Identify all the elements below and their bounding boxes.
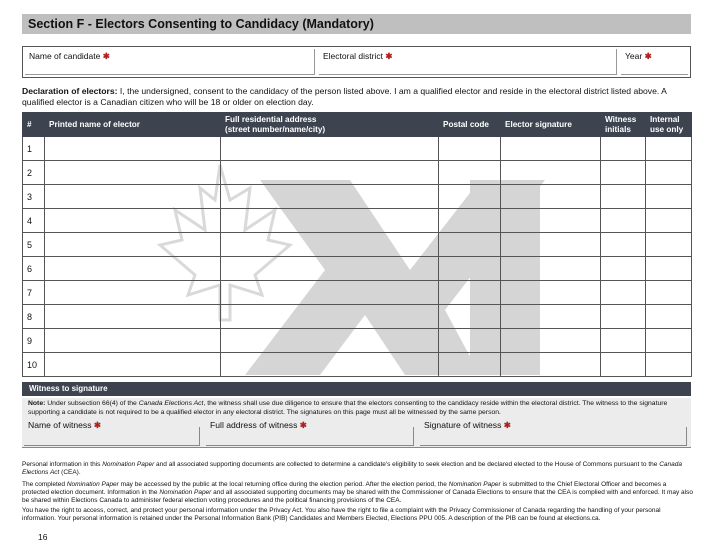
elector-name-cell[interactable] bbox=[45, 329, 221, 353]
elector-address-cell[interactable] bbox=[221, 233, 439, 257]
internal-use-cell[interactable] bbox=[646, 329, 692, 353]
row-number: 2 bbox=[23, 161, 45, 185]
elector-address-cell[interactable] bbox=[221, 209, 439, 233]
postal-code-cell[interactable] bbox=[439, 233, 501, 257]
row-number: 3 bbox=[23, 185, 45, 209]
elector-name-cell[interactable] bbox=[45, 185, 221, 209]
table-row bbox=[23, 161, 692, 185]
required-icon: ✱ bbox=[299, 420, 307, 430]
witness-note: Note: Under subsection 66(4) of the Canada Elections Act, the witness shall use due diligence to ensure that the electors consenting to the candidacy reside within the electoral district. The witness to the signature supporting a candidate is not required to be a qualified elector in any electoral district. The signatures on this page must all be witnessed by the same person. bbox=[22, 398, 691, 417]
elector-signature-cell[interactable] bbox=[501, 257, 601, 281]
row-number: 4 bbox=[23, 209, 45, 233]
witness-name-label: Name of witness bbox=[28, 420, 92, 430]
postal-code-cell[interactable] bbox=[439, 185, 501, 209]
col-header-witness-initials: Witness initials bbox=[601, 113, 646, 137]
col-header-postal: Postal code bbox=[439, 113, 501, 137]
elector-address-cell[interactable] bbox=[221, 305, 439, 329]
internal-use-cell[interactable] bbox=[646, 161, 692, 185]
elector-name-cell[interactable] bbox=[45, 209, 221, 233]
elector-signature-cell[interactable] bbox=[501, 305, 601, 329]
elector-name-cell[interactable] bbox=[45, 281, 221, 305]
required-icon: ✱ bbox=[385, 51, 393, 61]
witness-initials-cell[interactable] bbox=[601, 209, 646, 233]
postal-code-cell[interactable] bbox=[439, 329, 501, 353]
row-number: 6 bbox=[23, 257, 45, 281]
witness-initials-cell[interactable] bbox=[601, 281, 646, 305]
elector-signature-cell[interactable] bbox=[501, 185, 601, 209]
candidate-name-label: Name of candidate bbox=[29, 51, 101, 61]
internal-use-cell[interactable] bbox=[646, 281, 692, 305]
table-row bbox=[23, 353, 692, 377]
page-number: 16 bbox=[38, 532, 48, 542]
postal-code-cell[interactable] bbox=[439, 305, 501, 329]
row-number: 7 bbox=[23, 281, 45, 305]
elector-name-cell[interactable] bbox=[45, 137, 221, 161]
year-field[interactable] bbox=[619, 47, 690, 77]
witness-initials-cell[interactable] bbox=[601, 329, 646, 353]
col-header-name: Printed name of elector bbox=[45, 113, 221, 137]
table-row bbox=[23, 305, 692, 329]
section-title: Section F - Electors Consenting to Candidacy (Mandatory) bbox=[22, 14, 691, 34]
required-icon: ✱ bbox=[102, 51, 110, 61]
elector-name-cell[interactable] bbox=[45, 353, 221, 377]
elector-address-cell[interactable] bbox=[221, 281, 439, 305]
witness-address-label: Full address of witness bbox=[210, 420, 298, 430]
table-row bbox=[23, 209, 692, 233]
declaration-lead: Declaration of electors: bbox=[22, 86, 118, 96]
electoral-district-field[interactable] bbox=[317, 47, 619, 77]
elector-signature-cell[interactable] bbox=[501, 329, 601, 353]
col-header-address: Full residential address (street number/name/city) bbox=[221, 113, 439, 137]
candidate-name-field[interactable] bbox=[23, 47, 317, 77]
witness-section-bar: Witness to signature bbox=[22, 382, 691, 396]
candidate-info-row bbox=[22, 46, 691, 78]
witness-address-field[interactable] bbox=[204, 418, 418, 446]
elector-signature-cell[interactable] bbox=[501, 233, 601, 257]
row-number: 5 bbox=[23, 233, 45, 257]
col-header-signature: Elector signature bbox=[501, 113, 601, 137]
elector-signature-cell[interactable] bbox=[501, 209, 601, 233]
row-number: 1 bbox=[23, 137, 45, 161]
elector-name-cell[interactable] bbox=[45, 257, 221, 281]
table-row bbox=[23, 257, 692, 281]
elector-address-cell[interactable] bbox=[221, 329, 439, 353]
elector-address-cell[interactable] bbox=[221, 137, 439, 161]
electoral-district-label: Electoral district bbox=[323, 51, 383, 61]
privacy-paragraph-3: You have the right to access, correct, and protect your personal information under the Privacy Act. You also have the right to file a complaint with the Privacy Commissioner of Canada regarding the handling of your personal information. Your personal information is retained under the Personal Information Bank (PIB) Candidates and Members Elected, Elections PPU 005. A description of the PIB can be found at elections.ca. bbox=[22, 507, 661, 522]
internal-use-cell[interactable] bbox=[646, 209, 692, 233]
elector-signature-cell[interactable] bbox=[501, 281, 601, 305]
internal-use-cell[interactable] bbox=[646, 233, 692, 257]
col-header-internal-use: Internal use only bbox=[646, 113, 692, 137]
internal-use-cell[interactable] bbox=[646, 185, 692, 209]
privacy-paragraph-2: The completed Nomination Paper may be accessed by the public at the local returning office during the election period. After the election period, the Nomination Paper is submitted to the Chief Electoral Officer and becomes a protected election document. Information in the Nomination Paper and all associated supporting documents may be shared with the Commissioner of Canada Elections to ensure that the CEA is complied with and enforced. It may also be shared within Elections Canada to administer federal election voting procedures and the political financing provisions of the CEA. bbox=[22, 481, 693, 504]
elector-address-cell[interactable] bbox=[221, 185, 439, 209]
privacy-paragraph-1: Personal information in this Nomination Paper and all associated supporting documents are collected to determine a candidate's eligibility to seek election and be declared elected to the House of Commons pursuant to the Canada Elections Act (CEA). bbox=[22, 461, 682, 476]
table-row bbox=[23, 185, 692, 209]
row-number: 9 bbox=[23, 329, 45, 353]
col-header-number: # bbox=[23, 113, 45, 137]
postal-code-cell[interactable] bbox=[439, 209, 501, 233]
postal-code-cell[interactable] bbox=[439, 353, 501, 377]
postal-code-cell[interactable] bbox=[439, 257, 501, 281]
table-row bbox=[23, 137, 692, 161]
internal-use-cell[interactable] bbox=[646, 353, 692, 377]
required-icon: ✱ bbox=[503, 420, 511, 430]
witness-initials-cell[interactable] bbox=[601, 257, 646, 281]
table-header-row bbox=[23, 113, 692, 137]
elector-name-cell[interactable] bbox=[45, 233, 221, 257]
postal-code-cell[interactable] bbox=[439, 161, 501, 185]
elector-signature-cell[interactable] bbox=[501, 137, 601, 161]
internal-use-cell[interactable] bbox=[646, 137, 692, 161]
row-number: 8 bbox=[23, 305, 45, 329]
witness-name-field[interactable] bbox=[22, 418, 204, 446]
elector-address-cell[interactable] bbox=[221, 257, 439, 281]
required-icon: ✱ bbox=[644, 51, 652, 61]
table-row bbox=[23, 329, 692, 353]
electors-table bbox=[22, 112, 692, 377]
declaration-text bbox=[22, 86, 694, 108]
witness-initials-cell[interactable] bbox=[601, 137, 646, 161]
witness-initials-cell[interactable] bbox=[601, 305, 646, 329]
table-row bbox=[23, 233, 692, 257]
witness-initials-cell[interactable] bbox=[601, 185, 646, 209]
internal-use-cell[interactable] bbox=[646, 305, 692, 329]
row-number: 10 bbox=[23, 353, 45, 377]
table-row bbox=[23, 281, 692, 305]
postal-code-cell[interactable] bbox=[439, 281, 501, 305]
witness-initials-cell[interactable] bbox=[601, 233, 646, 257]
year-label: Year bbox=[625, 51, 643, 61]
postal-code-cell[interactable] bbox=[439, 137, 501, 161]
declaration-body: I, the undersigned, consent to the candidacy of the person listed above. I am a qualified elector and reside in the electoral district listed above. A qualified elector is a Canadian citizen who will be 18 or older on election day. bbox=[22, 86, 667, 107]
witness-signature-label: Signature of witness bbox=[424, 420, 502, 430]
elector-signature-cell[interactable] bbox=[501, 161, 601, 185]
witness-initials-cell[interactable] bbox=[601, 353, 646, 377]
internal-use-cell[interactable] bbox=[646, 257, 692, 281]
witness-fields-row bbox=[22, 416, 691, 448]
elector-name-cell[interactable] bbox=[45, 161, 221, 185]
elector-name-cell[interactable] bbox=[45, 305, 221, 329]
witness-initials-cell[interactable] bbox=[601, 161, 646, 185]
elector-signature-cell[interactable] bbox=[501, 353, 601, 377]
elector-address-cell[interactable] bbox=[221, 161, 439, 185]
witness-signature-field[interactable] bbox=[418, 418, 691, 446]
elector-address-cell[interactable] bbox=[221, 353, 439, 377]
required-icon: ✱ bbox=[93, 420, 102, 430]
